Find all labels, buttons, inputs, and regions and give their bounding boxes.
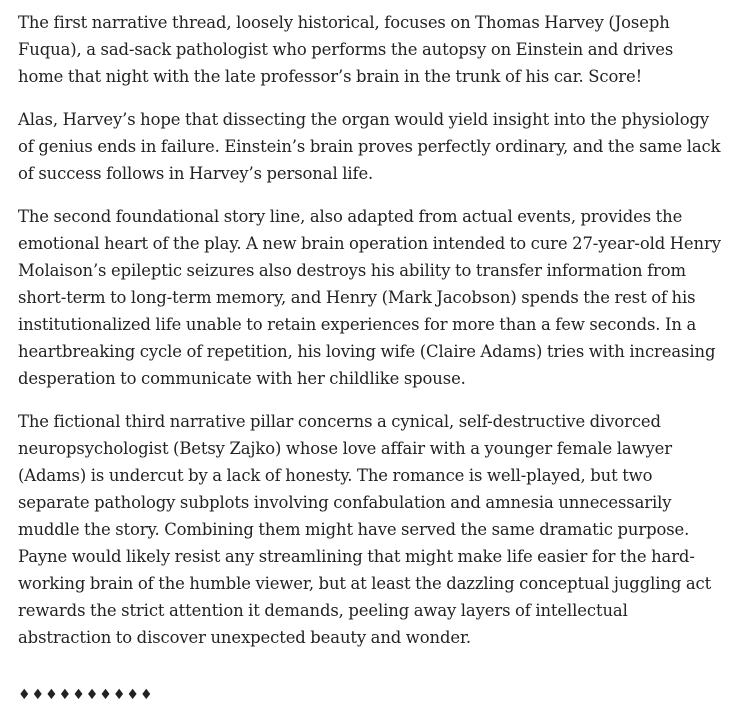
paragraph-henry-molaison: The second foundational story line, also adapted from actual events, provides the emotional heart of the play. A new brain operation intended to cure 27-year-old Henry Molaison’s epileptic seizures also destroys his ability to transfer information from short-term to long-term memory, and Henry (Mark Jacobson) spends the rest of his institutionalized life unable to retain experiences for more than a few seconds. In a heartbreaking cycle of repetition, his loving wife (Claire Adams) tries with increasing desperation to communicate with her childlike spouse. (18, 207, 721, 388)
article-body (18, 9, 723, 667)
paragraph-harvey-failure: Alas, Harvey’s hope that dissecting the organ would yield insight into the physiology of genius ends in failure. Einstein’s brain proves perfectly ordinary, and the same lack of success follows in Harvey’s personal life. (18, 110, 721, 183)
paragraph-third-narrative: The fictional third narrative pillar concerns a cynical, self-destructive divorced neuropsychologist (Betsy Zajko) whose love affair with a younger female lawyer (Adams) is undercut by a lack of honesty. The romance is well-played, but two separate pathology subplots involving confabulation and amnesia unnecessarily muddle the story. Combining them might have served the same dramatic purpose. Payne would likely resist any streamlining that might make life easier for the hard-working brain of the humble viewer, but at least the dazzling conceptual juggling act rewards the strict attention it demands, peeling away layers of intellectual abstraction to discover unexpected beauty and wonder. (18, 412, 712, 647)
paragraph-harvey-autopsy: The first narrative thread, loosely historical, focuses on Thomas Harvey (Joseph Fuqua), a sad-sack pathologist who performs the autopsy on Einstein and drives home that night with the late professor’s brain in the trunk of his car. Score! (18, 13, 674, 86)
section-divider: ♦♦♦♦♦♦♦♦♦♦ (18, 687, 154, 703)
